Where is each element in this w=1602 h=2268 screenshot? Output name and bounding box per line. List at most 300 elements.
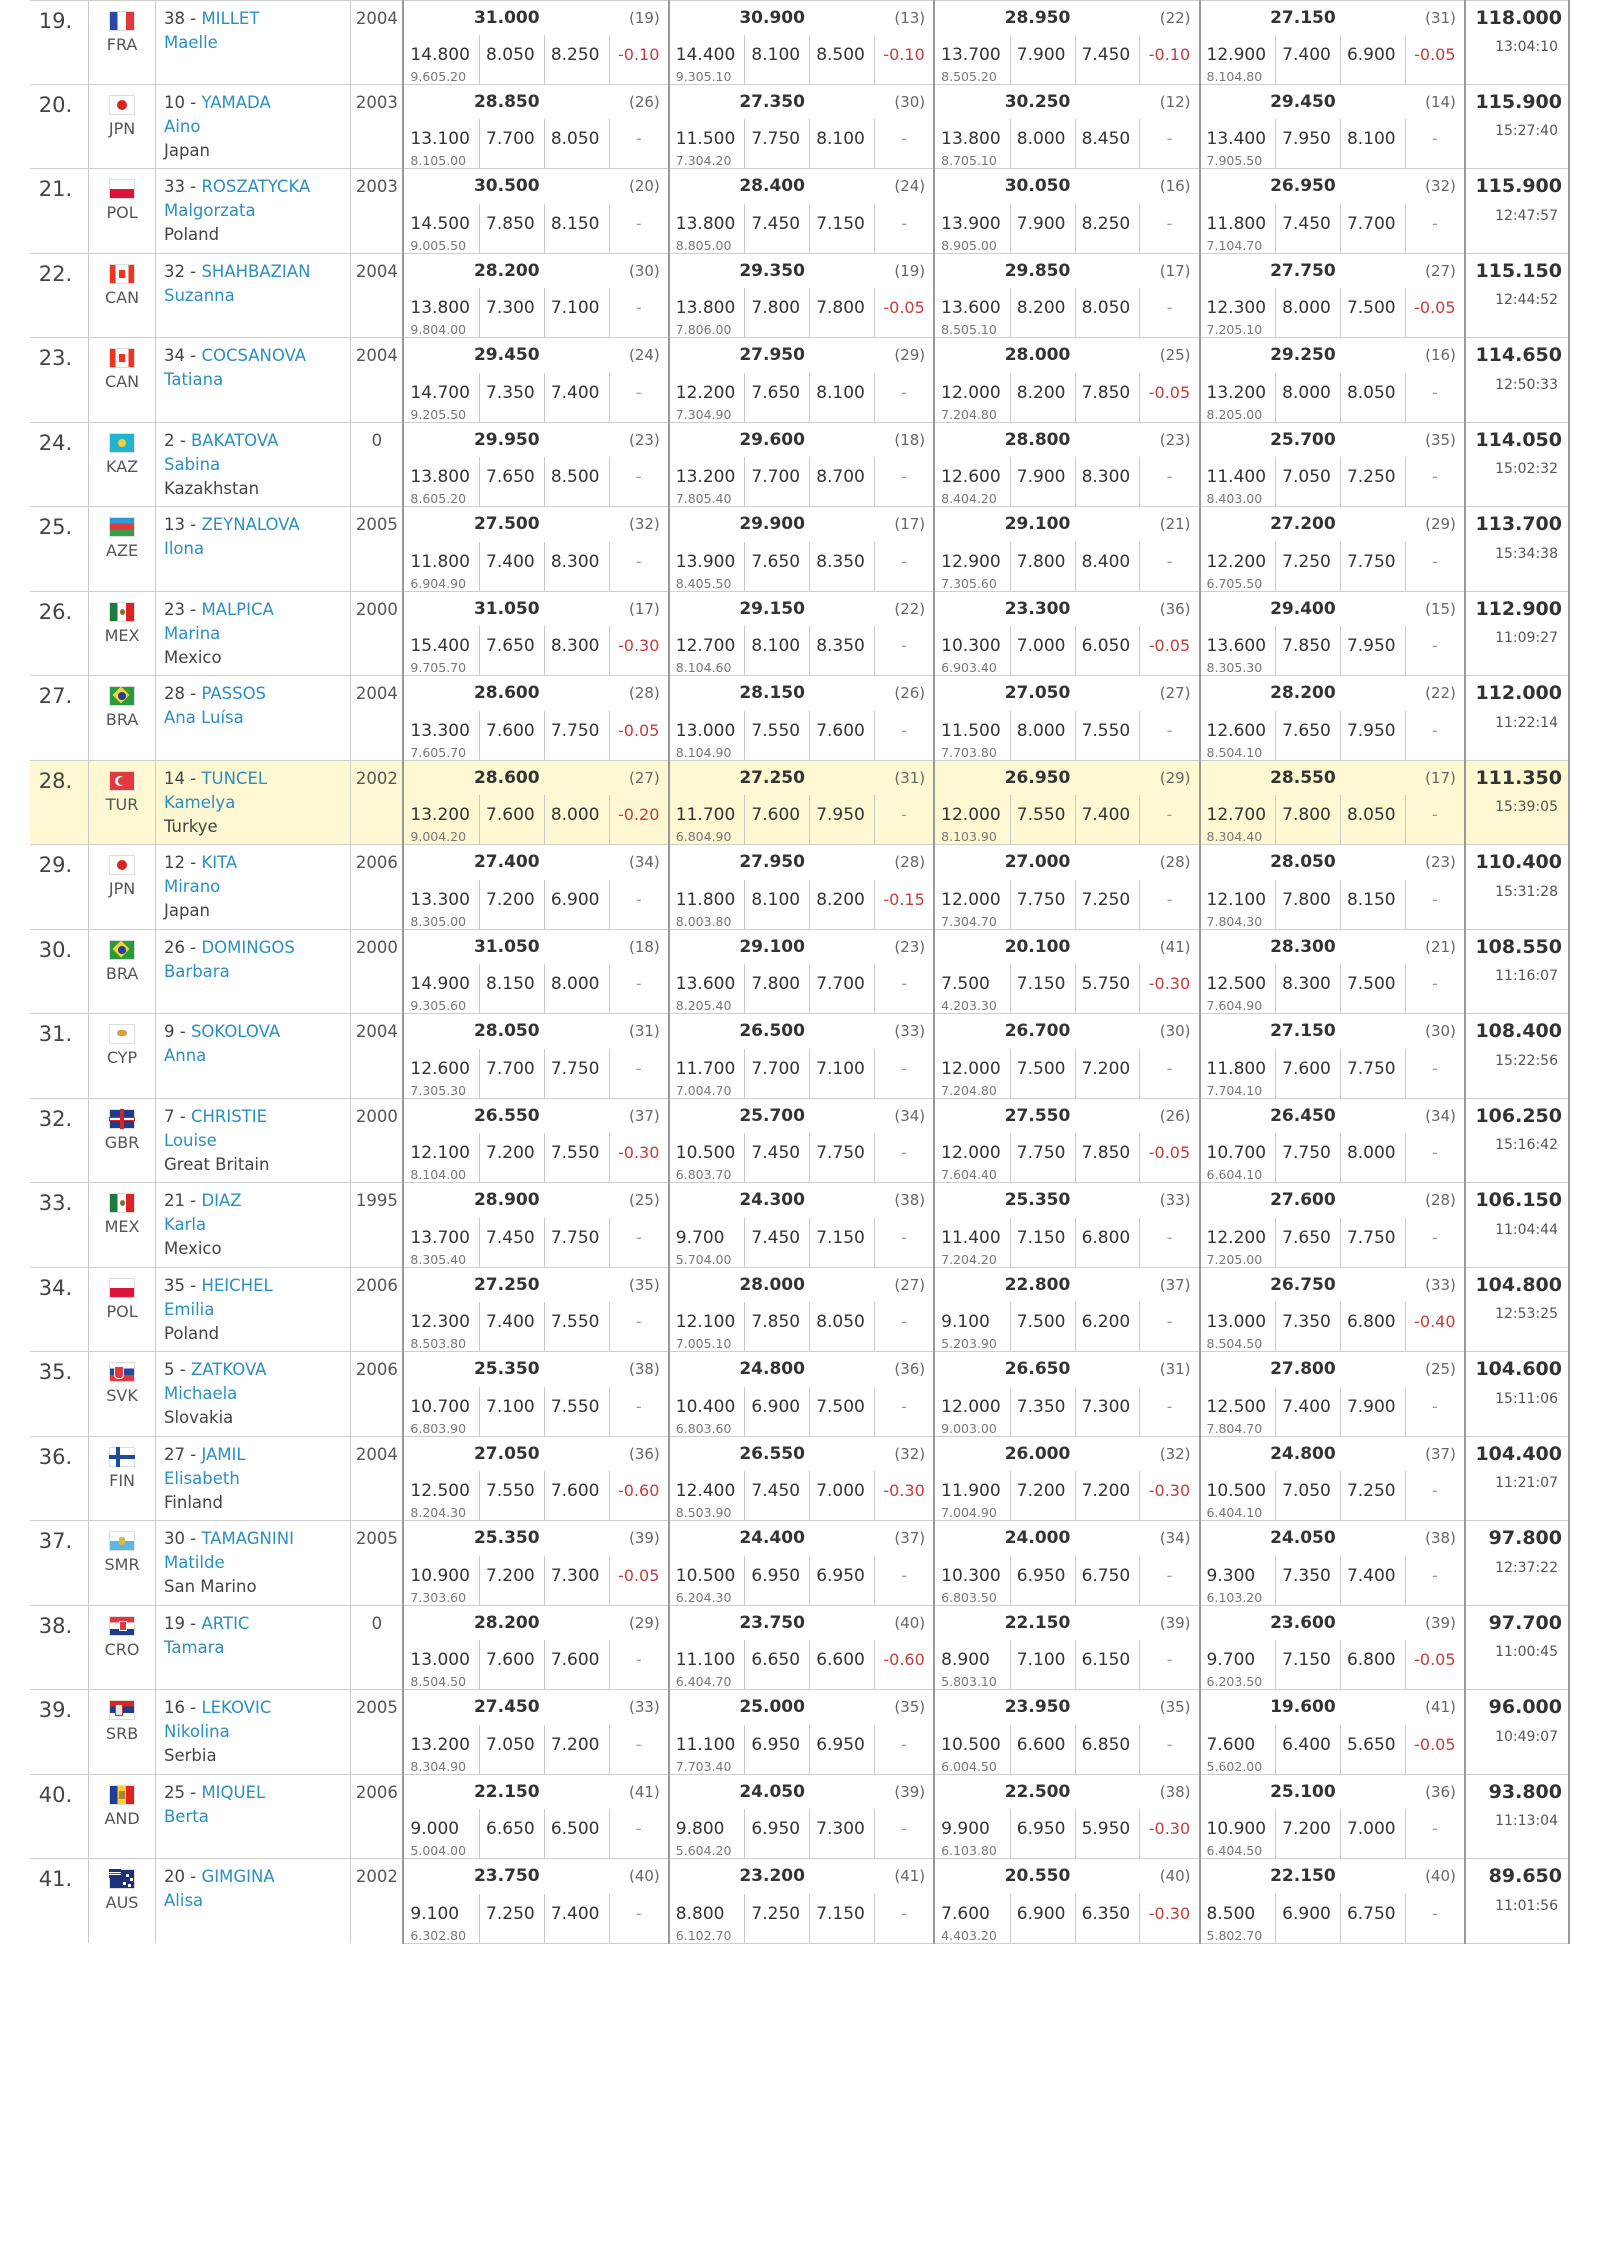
d-score-cell xyxy=(669,542,745,592)
nation-cell xyxy=(89,676,156,761)
d-score: 10.500 xyxy=(675,1565,736,1586)
athlete-surname-link[interactable]: ARTIC xyxy=(201,1613,250,1633)
penalty: -0.10 xyxy=(609,35,669,85)
rank: 19. xyxy=(30,1,89,85)
penalty: - xyxy=(875,1133,935,1183)
e1-score: 7.450 xyxy=(745,204,810,254)
sub-scores: 8.003.80 xyxy=(675,913,732,929)
athlete-firstname-link[interactable]: Emilia xyxy=(163,1299,215,1319)
event-rank: (40) xyxy=(1140,1859,1200,1894)
d-score-cell xyxy=(934,204,1010,254)
event-rank: (35) xyxy=(875,1690,935,1725)
e1-score: 7.050 xyxy=(1276,1471,1341,1521)
athlete-surname-link[interactable]: HEICHEL xyxy=(201,1275,273,1295)
nation-cell xyxy=(89,338,156,423)
d-score: 13.700 xyxy=(410,1227,470,1248)
d-score-cell xyxy=(403,457,479,507)
rs-flag-icon xyxy=(109,1700,135,1720)
penalty: - xyxy=(1140,1556,1200,1606)
sub-scores: 6.404.50 xyxy=(1206,1843,1263,1858)
year-of-birth: 2003 xyxy=(351,169,403,254)
year-of-birth: 2005 xyxy=(351,507,403,592)
d-score-cell xyxy=(1200,1049,1276,1099)
event-total: 27.950 xyxy=(669,338,875,373)
d-score: 13.400 xyxy=(1206,129,1267,149)
athlete-row xyxy=(30,591,1569,626)
jp-flag-icon xyxy=(109,95,135,115)
country-code: SMR xyxy=(104,1555,140,1574)
d-score-cell xyxy=(403,1387,479,1437)
athlete-surname-link[interactable]: MILLET xyxy=(201,9,260,28)
nation-cell xyxy=(89,760,156,845)
country-code: AZE xyxy=(106,541,139,560)
event-rank: (13) xyxy=(875,1,935,35)
event-total: 22.150 xyxy=(934,1605,1140,1640)
e2-score: 7.950 xyxy=(1340,711,1405,761)
sub-scores: 8.205.40 xyxy=(675,998,732,1013)
sub-scores: 8.503.80 xyxy=(410,1336,467,1351)
sub-scores: 8.104.60 xyxy=(675,660,732,675)
penalty: - xyxy=(609,1640,669,1690)
athlete-firstname-link[interactable]: Ana Luísa xyxy=(163,708,244,727)
athlete-name-cell xyxy=(155,169,350,254)
athlete-surname-link[interactable]: ROSZATYCKA xyxy=(201,177,311,196)
fr-flag-icon xyxy=(109,11,135,31)
sub-scores: 7.104.70 xyxy=(1206,237,1263,253)
e1-score: 6.400 xyxy=(1276,1725,1341,1775)
event-total: 29.600 xyxy=(669,422,875,457)
nation-cell xyxy=(89,929,156,1014)
athlete-surname-link[interactable]: SHAHBAZIAN xyxy=(201,261,311,281)
athlete-surname-link[interactable]: SOKOLOVA xyxy=(190,1022,281,1041)
timestamp: 11:16:07 xyxy=(1465,964,1569,1014)
e2-score: 8.400 xyxy=(1075,542,1140,592)
sub-scores: 6.102.70 xyxy=(675,1927,732,1943)
penalty: - xyxy=(875,1049,935,1099)
athlete-firstname-link[interactable]: Michaela xyxy=(163,1384,238,1403)
athlete-firstname-link[interactable]: Matilde xyxy=(163,1553,225,1572)
athlete-firstname-link[interactable]: Nikolina xyxy=(163,1722,230,1741)
e1-score: 7.650 xyxy=(1276,711,1341,761)
d-score: 11.800 xyxy=(675,889,736,910)
rank: 25. xyxy=(30,507,89,592)
penalty: -0.30 xyxy=(1140,964,1200,1014)
d-score-cell xyxy=(403,711,479,761)
e2-score: 6.200 xyxy=(1075,1302,1140,1352)
all-around-total: 104.400 xyxy=(1465,1436,1569,1471)
penalty: - xyxy=(875,1725,935,1775)
year-of-birth: 2004 xyxy=(351,338,403,423)
all-around-total: 93.800 xyxy=(1465,1774,1569,1809)
athlete-surname-link[interactable]: KITA xyxy=(201,853,238,872)
penalty: - xyxy=(1405,964,1465,1014)
athlete-surname-link[interactable]: TAMAGNINI xyxy=(201,1529,294,1548)
nation-name: Poland xyxy=(163,225,220,244)
d-score: 13.000 xyxy=(675,720,736,741)
sub-scores: 8.105.00 xyxy=(410,153,467,168)
d-score: 13.200 xyxy=(410,805,470,825)
e1-score: 6.900 xyxy=(1010,1894,1075,1944)
timestamp: 11:01:56 xyxy=(1465,1894,1569,1944)
d-score-cell xyxy=(934,288,1010,338)
sub-scores: 6.204.30 xyxy=(675,1589,732,1605)
e2-score: 6.150 xyxy=(1075,1640,1140,1690)
sub-scores: 8.404.20 xyxy=(941,491,997,506)
d-score-cell xyxy=(403,35,479,85)
athlete-surname-link[interactable]: BAKATOVA xyxy=(190,430,279,450)
year-of-birth: 2004 xyxy=(351,253,403,338)
e1-score: 7.350 xyxy=(1010,1387,1075,1437)
event-total: 28.400 xyxy=(669,169,875,204)
country-code: AUS xyxy=(105,1893,139,1912)
event-rank: (40) xyxy=(1405,1859,1465,1894)
sub-scores: 7.205.00 xyxy=(1206,1251,1263,1267)
event-rank: (30) xyxy=(1140,1014,1200,1049)
d-score: 12.000 xyxy=(941,1143,1001,1163)
penalty: - xyxy=(875,1218,935,1268)
event-total: 26.550 xyxy=(669,1436,875,1471)
d-score-cell xyxy=(1200,1387,1276,1437)
event-rank: (29) xyxy=(609,1605,669,1640)
penalty: - xyxy=(609,964,669,1014)
athlete-firstname-link[interactable]: Anna xyxy=(163,1046,207,1065)
d-score-cell xyxy=(1200,964,1276,1014)
ad-flag-icon xyxy=(109,1785,135,1805)
athlete-firstname-link[interactable]: Maelle xyxy=(163,33,218,52)
e1-score: 7.200 xyxy=(1010,1471,1075,1521)
event-total: 24.400 xyxy=(669,1521,875,1556)
event-rank: (41) xyxy=(609,1774,669,1809)
athlete-surname-link[interactable]: GIMGINA xyxy=(201,1867,275,1886)
e2-score: 6.500 xyxy=(544,1809,609,1859)
d-score: 12.600 xyxy=(410,1058,470,1079)
all-around-total: 89.650 xyxy=(1465,1859,1569,1894)
d-score: 11.800 xyxy=(1206,1058,1267,1079)
event-total: 27.450 xyxy=(403,1690,609,1725)
d-score-cell xyxy=(669,1133,745,1183)
d-score: 12.500 xyxy=(410,1481,470,1501)
event-total: 27.750 xyxy=(1200,253,1406,288)
sub-scores: 7.004.70 xyxy=(675,1082,732,1098)
d-score-cell xyxy=(403,1556,479,1606)
d-score: 9.000 xyxy=(410,1819,460,1839)
all-around-total: 115.900 xyxy=(1465,84,1569,119)
rank: 29. xyxy=(30,845,89,930)
athlete-name-cell xyxy=(155,676,350,761)
d-score: 11.700 xyxy=(675,1058,736,1079)
e2-score: 7.750 xyxy=(544,1218,609,1268)
penalty: -0.30 xyxy=(1140,1809,1200,1859)
sub-scores: 8.905.00 xyxy=(941,237,997,253)
nation-cell xyxy=(89,1014,156,1099)
athlete-surname-link[interactable]: DOMINGOS xyxy=(201,937,295,957)
penalty: - xyxy=(609,880,669,930)
event-total: 27.250 xyxy=(669,760,875,795)
event-total: 28.200 xyxy=(403,1605,609,1640)
timestamp: 15:11:06 xyxy=(1465,1387,1569,1437)
all-around-total: 110.400 xyxy=(1465,845,1569,880)
event-rank: (29) xyxy=(1405,507,1465,542)
bib-number: 14 - xyxy=(163,768,197,788)
penalty: - xyxy=(875,1556,935,1606)
athlete-name-cell xyxy=(155,1605,350,1690)
penalty: - xyxy=(1405,1556,1465,1606)
e2-score: 7.250 xyxy=(1340,457,1405,507)
e2-score: 6.900 xyxy=(1340,35,1405,85)
athlete-surname-link[interactable]: MIQUEL xyxy=(201,1782,266,1802)
athlete-firstname-link[interactable]: Ilona xyxy=(163,539,205,558)
e1-score: 7.850 xyxy=(480,204,545,254)
br-flag-icon xyxy=(109,940,135,960)
penalty: -0.15 xyxy=(875,880,935,930)
e1-score: 7.100 xyxy=(1010,1640,1075,1690)
year-of-birth: 2000 xyxy=(351,929,403,1014)
bib-number: 20 - xyxy=(163,1867,197,1886)
athlete-firstname-link[interactable]: Karla xyxy=(163,1215,207,1234)
athlete-name-cell xyxy=(155,1521,350,1606)
athlete-surname-link[interactable]: JAMIL xyxy=(201,1444,246,1464)
athlete-firstname-link[interactable]: Suzanna xyxy=(163,285,235,305)
athlete-firstname-link[interactable]: Barbara xyxy=(163,961,230,981)
athlete-surname-link[interactable]: COCSANOVA xyxy=(201,346,307,365)
timestamp: 12:47:57 xyxy=(1465,204,1569,254)
sub-scores: 7.805.40 xyxy=(675,491,732,506)
athlete-surname-link[interactable]: ZATKOVA xyxy=(190,1360,267,1379)
e1-score: 7.350 xyxy=(1276,1302,1341,1352)
d-score: 11.900 xyxy=(941,1481,1001,1501)
event-total: 20.550 xyxy=(934,1859,1140,1894)
e2-score: 7.600 xyxy=(810,711,875,761)
e2-score: 6.800 xyxy=(1075,1218,1140,1268)
penalty: - xyxy=(1140,880,1200,930)
penalty: - xyxy=(1405,1471,1465,1521)
e2-score: 8.200 xyxy=(810,880,875,930)
athlete-surname-link[interactable]: DIAZ xyxy=(201,1191,242,1210)
event-total: 30.900 xyxy=(669,1,875,35)
d-score-cell xyxy=(669,204,745,254)
d-score-cell xyxy=(934,1302,1010,1352)
nation-name: Kazakhstan xyxy=(163,478,260,498)
all-around-total: 118.000 xyxy=(1465,1,1569,35)
penalty: -0.05 xyxy=(1405,1640,1465,1690)
nation-name: Japan xyxy=(163,140,211,160)
e2-score: 7.750 xyxy=(544,1049,609,1099)
sub-scores: 6.404.10 xyxy=(1206,1505,1263,1520)
sub-scores: 5.602.00 xyxy=(1206,1758,1263,1774)
rank: 34. xyxy=(30,1267,89,1352)
d-score: 12.000 xyxy=(941,889,1001,910)
athlete-firstname-link[interactable]: Kamelya xyxy=(163,792,236,812)
e2-score: 8.050 xyxy=(1340,373,1405,423)
d-score: 12.600 xyxy=(941,467,1001,487)
rank: 32. xyxy=(30,1098,89,1183)
athlete-firstname-link[interactable]: Mirano xyxy=(163,877,221,896)
athlete-firstname-link[interactable]: Marina xyxy=(163,623,221,643)
athlete-firstname-link[interactable]: Berta xyxy=(163,1806,209,1826)
athlete-firstname-link[interactable]: Aino xyxy=(163,116,201,136)
d-score-cell xyxy=(669,1640,745,1690)
d-score: 12.700 xyxy=(675,636,736,656)
bib-number: 34 - xyxy=(163,346,197,365)
penalty: -0.05 xyxy=(609,711,669,761)
rank: 28. xyxy=(30,760,89,845)
d-score: 11.400 xyxy=(1206,467,1267,487)
rank: 22. xyxy=(30,253,89,338)
year-of-birth: 2003 xyxy=(351,84,403,169)
sub-scores: 4.203.30 xyxy=(941,998,997,1013)
sub-scores: 6.803.50 xyxy=(941,1589,997,1605)
country-code: POL xyxy=(106,1301,138,1321)
e1-score: 7.650 xyxy=(745,373,810,423)
d-score: 9.700 xyxy=(675,1227,725,1248)
all-around-total: 106.250 xyxy=(1465,1098,1569,1133)
year-of-birth: 2002 xyxy=(351,1859,403,1944)
event-total: 27.500 xyxy=(403,507,609,542)
all-around-total: 112.900 xyxy=(1465,591,1569,626)
e1-score: 7.550 xyxy=(480,1471,545,1521)
athlete-surname-link[interactable]: MALPICA xyxy=(201,599,274,619)
event-rank: (26) xyxy=(875,676,935,711)
athlete-surname-link[interactable]: YAMADA xyxy=(201,92,271,112)
e1-score: 7.850 xyxy=(745,1302,810,1352)
d-score: 14.400 xyxy=(675,44,736,65)
sub-scores: 8.405.50 xyxy=(675,575,732,591)
d-score: 12.000 xyxy=(941,1058,1001,1079)
sk-flag-icon xyxy=(109,1362,135,1382)
sub-scores: 8.504.10 xyxy=(1206,744,1263,760)
nation-name: Mexico xyxy=(163,647,222,667)
bib-number: 35 - xyxy=(163,1275,197,1295)
e2-score: 7.750 xyxy=(1340,1218,1405,1268)
athlete-row xyxy=(30,169,1569,204)
sub-scores: 8.104.80 xyxy=(1206,68,1263,84)
year-of-birth: 2004 xyxy=(351,676,403,761)
event-rank: (21) xyxy=(1140,507,1200,542)
e2-score: 7.550 xyxy=(544,1302,609,1352)
e2-score: 6.800 xyxy=(1340,1640,1405,1690)
d-score: 15.400 xyxy=(410,636,470,656)
d-score-cell xyxy=(669,1894,745,1944)
d-score-cell xyxy=(1200,626,1276,676)
country-code: BRA xyxy=(105,963,139,983)
d-score: 12.300 xyxy=(410,1312,470,1332)
athlete-firstname-link[interactable]: Tatiana xyxy=(163,370,224,389)
event-rank: (25) xyxy=(1140,338,1200,373)
athlete-surname-link[interactable]: PASSOS xyxy=(201,684,267,703)
nation-name: Serbia xyxy=(163,1746,217,1765)
event-rank: (14) xyxy=(1405,84,1465,119)
athlete-firstname-link[interactable]: Malgorzata xyxy=(163,201,256,220)
event-rank: (28) xyxy=(1140,845,1200,880)
e1-score: 7.600 xyxy=(745,795,810,845)
event-rank: (25) xyxy=(1405,1352,1465,1387)
nation-cell xyxy=(89,845,156,930)
d-score: 9.300 xyxy=(1206,1565,1256,1586)
athlete-firstname-link[interactable]: Louise xyxy=(163,1130,217,1150)
e1-score: 7.950 xyxy=(1276,119,1341,169)
e1-score: 7.600 xyxy=(480,711,545,761)
athlete-firstname-link[interactable]: Alisa xyxy=(163,1891,204,1910)
sub-scores: 9.305.10 xyxy=(675,68,732,84)
sub-scores: 8.205.00 xyxy=(1206,406,1263,422)
d-score: 8.800 xyxy=(675,1903,725,1924)
penalty: -0.40 xyxy=(1405,1302,1465,1352)
event-rank: (26) xyxy=(609,84,669,119)
sub-scores: 6.804.90 xyxy=(675,829,732,844)
e1-score: 6.900 xyxy=(745,1387,810,1437)
penalty: - xyxy=(609,1725,669,1775)
e2-score: 7.250 xyxy=(1075,880,1140,930)
d-score-cell xyxy=(1200,457,1276,507)
athlete-surname-link[interactable]: CHRISTIE xyxy=(190,1106,268,1126)
d-score: 14.700 xyxy=(410,382,470,403)
all-around-total: 97.800 xyxy=(1465,1521,1569,1556)
athlete-firstname-link[interactable]: Tamara xyxy=(163,1637,225,1657)
penalty: - xyxy=(875,795,935,845)
e1-score: 8.150 xyxy=(480,964,545,1014)
e2-score: 7.550 xyxy=(1075,711,1140,761)
d-score: 12.400 xyxy=(675,1481,736,1501)
e1-score: 7.500 xyxy=(1010,1049,1075,1099)
d-score: 13.900 xyxy=(675,551,736,572)
d-score-cell xyxy=(934,1809,1010,1859)
athlete-name-cell xyxy=(155,253,350,338)
rank: 23. xyxy=(30,338,89,423)
event-total: 23.600 xyxy=(1200,1605,1406,1640)
timestamp: 13:04:10 xyxy=(1465,35,1569,85)
d-score-cell xyxy=(934,1894,1010,1944)
e1-score: 7.200 xyxy=(480,1556,545,1606)
d-score: 10.400 xyxy=(675,1396,736,1417)
d-score-cell xyxy=(1200,35,1276,85)
athlete-firstname-link[interactable]: Sabina xyxy=(163,454,221,474)
nation-cell xyxy=(89,507,156,592)
e2-score: 8.450 xyxy=(1075,119,1140,169)
sub-scores: 6.705.50 xyxy=(1206,575,1263,591)
e1-score: 7.800 xyxy=(1276,880,1341,930)
e1-score: 7.450 xyxy=(745,1133,810,1183)
penalty: - xyxy=(1405,1894,1465,1944)
event-total: 31.000 xyxy=(403,1,609,35)
timestamp: 10:49:07 xyxy=(1465,1725,1569,1775)
athlete-surname-link[interactable]: TUNCEL xyxy=(201,768,268,788)
d-score-cell xyxy=(669,880,745,930)
penalty: - xyxy=(1140,711,1200,761)
athlete-surname-link[interactable]: ZEYNALOVA xyxy=(201,515,300,534)
nation-cell xyxy=(89,1605,156,1690)
sub-scores: 6.302.80 xyxy=(410,1927,467,1943)
athlete-firstname-link[interactable]: Elisabeth xyxy=(163,1468,240,1488)
event-rank: (35) xyxy=(1405,422,1465,457)
penalty: - xyxy=(1140,542,1200,592)
results-table-wrapper xyxy=(30,0,1570,1944)
e2-score: 7.950 xyxy=(810,795,875,845)
az-flag-icon xyxy=(109,517,135,537)
d-score-cell xyxy=(669,35,745,85)
penalty: - xyxy=(609,119,669,169)
event-rank: (37) xyxy=(1405,1436,1465,1471)
e1-score: 7.700 xyxy=(480,119,545,169)
country-code: MEX xyxy=(104,625,140,645)
rank: 20. xyxy=(30,84,89,169)
year-of-birth: 2004 xyxy=(351,1436,403,1521)
sub-scores: 8.505.10 xyxy=(941,322,997,337)
d-score: 14.900 xyxy=(410,974,470,994)
nation-cell xyxy=(89,1859,156,1944)
athlete-surname-link[interactable]: LEKOVIC xyxy=(201,1698,272,1717)
e1-score: 8.050 xyxy=(480,35,545,85)
penalty: - xyxy=(875,1302,935,1352)
